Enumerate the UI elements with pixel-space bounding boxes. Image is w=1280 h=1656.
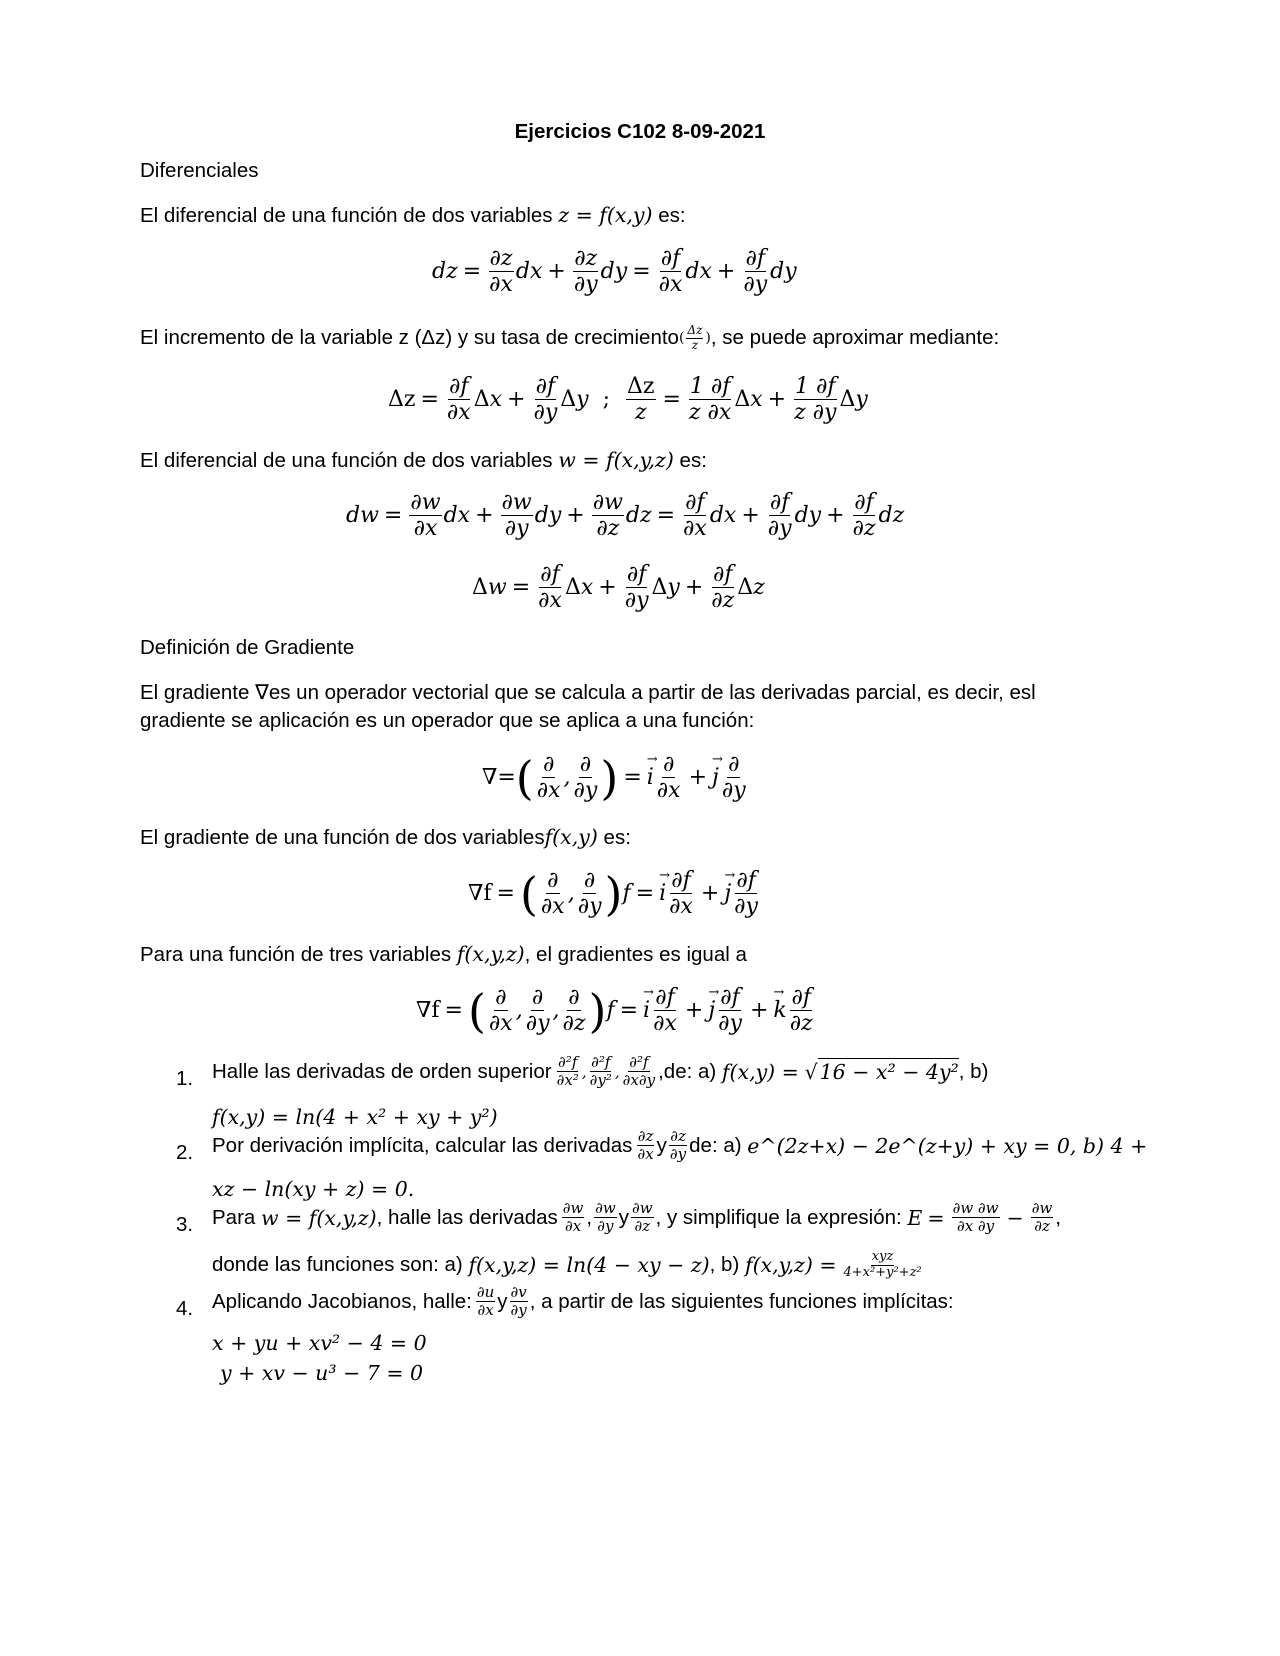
paragraph-differential-two-vars: El diferencial de una función de dos variables z = f(x,y) es: [140,203,686,227]
paragraph-gradient-line1: El gradiente ∇es un operador vectorial que se calcula a partir de las derivadas parcial, es decir, esl [140,681,1036,704]
exercise-4-equation-2: y + xv − u³ − 7 = 0 [220,1361,424,1385]
section-heading-diferenciales: Diferenciales [140,159,259,182]
paragraph-differential-three-vars: El diferencial de una función de dos variables w = f(x,y,z) es: [140,448,707,472]
exercise-list [176,1053,1148,1394]
equation-nabla: ∇= ( $\frac{\partial}{\partial x}$ , $\frac{\partial}{\partial y}$ ) = i → $\frac{\partial}{\partial x}$ + j → $\frac{\partial}{\partial y}$ [482,752,749,804]
section-heading-gradiente: Definición de Gradiente [140,636,355,659]
exercise-2-line2: xz − ln(xy + z) = 0. [212,1177,415,1201]
equation-dz: dz = $\frac{\partial z}{\partial x}$ dx + $\frac{\partial z}{\partial y}$ dy = $\frac{\partial f}{\partial x}$ dx + $\frac{\partial f}{\partial y}$ dy [432,246,797,298]
exercise-1-line1: Halle las derivadas de orden superior $\frac{\text{∂²f}}{\text{∂x²}}$ , $\frac{\text{∂²f}}{\text{∂y²}}$ , $\frac{\text{∂²f}}{\partial x\partial y}$ ,de: a) f(x,y) = √ 16 − x² − 4y² , b) [212,1053,989,1090]
exercise-number: 1. [176,1067,194,1090]
equation-dw: dw = $\frac{\partial w}{\partial x}$ dx + $\frac{\partial w}{\partial y}$ dy + $\frac{\partial w}{\partial z}$ dz = $\frac{\partial f}{\partial x}$ dx + $\frac{\partial f}{\partial y}$ dy + $\frac{\partial f}{\partial z}$ dz [346,490,905,542]
equation-delta-w: Δ w = $\frac{\partial f}{\partial x}$ Δ x + $\frac{\partial f}{\partial y}$ Δ y + $\frac{\partial f}{\partial z}$ Δ z [472,562,765,614]
equation-gradient-3d: ∇f = ( $\frac{\partial}{\partial x}$ , $\frac{\partial}{\partial y}$ , $\frac{\partial}{\partial z}$ ) f = i → $\frac{\partial f}{\partial x}$ + j → $\frac{\partial f}{\partial y}$ + k → $\frac{\partial f}{\partial z}$ [416,985,816,1037]
paragraph-gradient-two-vars: El gradiente de una función de dos variablesf(x,y) es: [140,825,631,849]
exercise-1-line2: f(x,y) = ln(4 + x² + xy + y²) [212,1105,498,1129]
exercise-number: 4. [176,1297,194,1320]
exercise-number: 3. [176,1213,194,1236]
paragraph-increment: El incremento de la variable z (Δz) y su tasa de crecimiento ( $\frac{\Delta z}{z}$ ) , se puede aproximar mediante: [140,323,1000,352]
exercise-4-equation-1: x + yu + xv² − 4 = 0 [212,1331,427,1355]
paragraph-gradient-line2: gradiente se aplicación es un operador que se aplica a una función: [140,709,755,732]
exercise-2-line1: Por derivación implícita, calcular las derivadas $\frac{\partial z}{\partial x}$ y $\frac{\partial z}{\partial y}$ de: a) e^(2z+x) − 2e^(z+y) + xy = 0, b) 4 + [212,1127,1148,1164]
page-title: Ejercicios C102 8-09-2021 [514,120,766,143]
equation-delta-z: Δz = $\frac{\partial f}{\partial x}$ Δ x + $\frac{\partial f}{\partial y}$ Δ y ; $\frac{\Delta z}{z}$ = $\frac{1 \partial f}{z \partial x}$ Δ x + $\frac{1 \partial f}{z \partial y}$ Δ y [388,374,868,426]
paragraph-gradient-three-vars: Para una función de tres variables f(x,y,z), el gradientes es igual a [140,942,747,966]
exercise-3-line2: donde las funciones son: a) f(x,y,z) = ln(4 − xy − z) , b) f(x,y,z) = $\frac{\text{xyz}}{\text{4+x²+y²+z²}}$ [212,1249,922,1280]
exercise-3-line1: Para w = f(x,y,z) , halle las derivadas $\frac{\partial w}{\partial x}$ , $\frac{\partial w}{\partial y}$ y $\frac{\partial w}{\partial z}$ , y simplifique la expresión: E = $\frac{\partial w \partial w}{\partial x \partial y}$ − $\frac{\partial w}{\partial z}$ , [212,1199,1062,1236]
equation-gradient-2d: ∇f = ( $\frac{\partial}{\partial x}$ , $\frac{\partial}{\partial y}$ ) f = i → $\frac{\partial f}{\partial x}$ + j → $\frac{\partial f}{\partial y}$ [468,868,761,920]
exercise-4-line1: Aplicando Jacobianos, halle: $\frac{\partial u}{\partial x}$ y $\frac{\partial v}{\partial y}$ , a partir de las siguientes funciones implícitas: [212,1283,954,1320]
exercise-number: 2. [176,1141,194,1164]
